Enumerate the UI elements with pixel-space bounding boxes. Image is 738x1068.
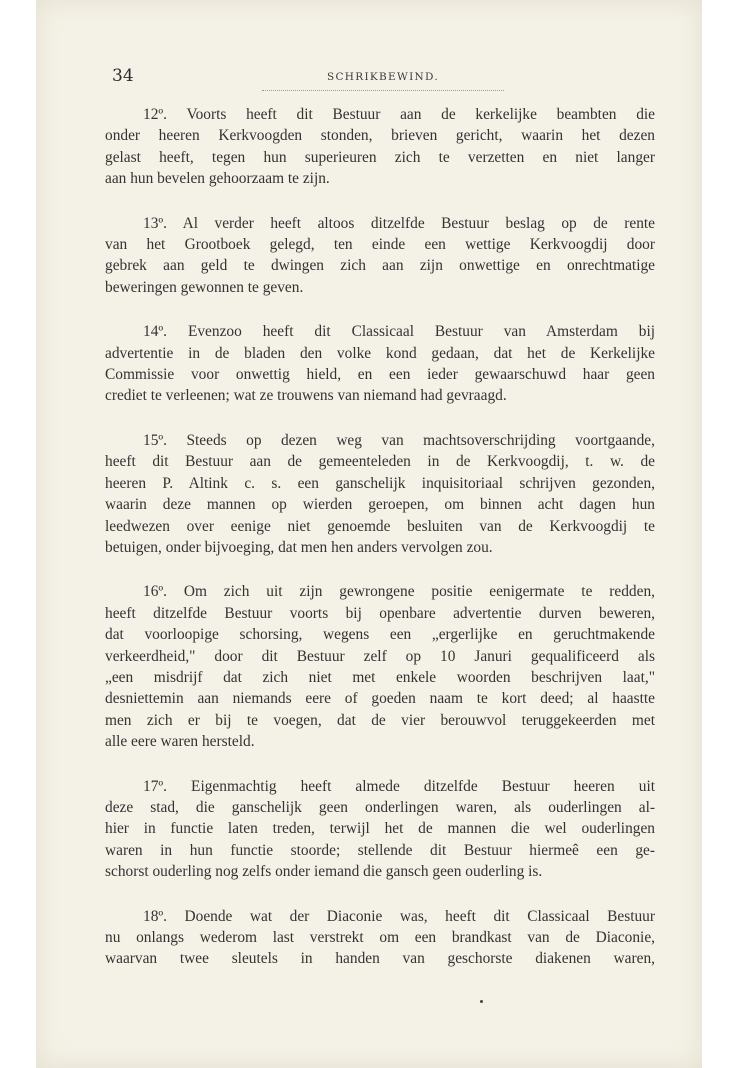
text-line: 12º. Voorts heeft dit Bestuur aan de kerkelijke beambten die (143, 106, 655, 123)
paragraph-15 (105, 430, 655, 558)
text-line: heeft dit Bestuur aan de gemeenteleden in de Kerkvoogdij, t. w. de (105, 453, 655, 471)
paragraph-16 (105, 581, 655, 752)
text-line: van het Grootboek gelegd, ten einde een wettige Kerkvoogdij door (105, 236, 655, 254)
text-line: leedwezen over eenige niet genoemde besluiten van de Kerkvoogdij te (105, 517, 655, 535)
text-line: hier in functie laten treden, terwijl het de mannen die wel ouderlingen (105, 820, 655, 838)
page-header (112, 66, 654, 92)
header-rule (262, 90, 504, 91)
paragraph-17 (105, 776, 655, 883)
page-number: 34 (112, 66, 134, 86)
text-line: Commissie voor onwettig hield, en een ieder gewaarschuwd haar geen (105, 366, 655, 384)
paragraph-13 (105, 213, 655, 299)
text-line: „een misdrijf dat zich niet met enkele woorden beschrijven laat," (105, 668, 655, 686)
text-line: gelast heeft, tegen hun superieuren zich te verzetten en niet langer (105, 148, 655, 166)
text-line: aan hun bevelen gehoorzaam te zijn. (105, 170, 330, 188)
text-line: alle eere waren hersteld. (105, 733, 255, 751)
text-line: beweringen gewonnen te geven. (105, 278, 304, 296)
text-line: heeren P. Altink c. s. een ganschelijk inquisitoriaal schrijven gezonden, (105, 474, 655, 492)
text-line: 18º. Doende wat der Diaconie was, heeft dit Classicaal Bestuur (143, 907, 655, 925)
text-line: men zich er bij te voegen, dat de vier berouwvol teruggekeerden met (105, 711, 655, 729)
text-line: 15º. Steeds op dezen weg van machtsoverschrijding voortgaande, (143, 431, 655, 449)
text-line: 14º. Evenzoo heeft dit Classicaal Bestuur van Amsterdam bij (143, 323, 655, 341)
text-line: deze stad, die ganschelijk geen onderlingen waren, als ouderlingen al- (105, 798, 655, 816)
text-line: heeft ditzelfde Bestuur voorts bij openbare advertentie durven beweren, (105, 604, 655, 622)
text-line: nu onlangs wederom last verstrekt om een brandkast van de Diaconie, (105, 929, 655, 946)
print-speck (480, 1000, 483, 1003)
text-line: 17º. Eigenmachtig heeft almede ditzelfde Bestuur heeren uit (143, 777, 655, 795)
text-line: waren in hun functie stoorde; stellende dit Bestuur hiermeê een ge- (105, 841, 655, 859)
text-line: betuigen, onder bijvoeging, dat men hen anders vervolgen zou. (105, 538, 493, 556)
paragraph-18 (105, 906, 655, 970)
text-line: onder heeren Kerkvoogden stonden, brieven gericht, waarin het dezen (105, 127, 655, 145)
text-line: desniettemin aan niemands eere of goeden naam te kort deed; al haastte (105, 690, 655, 708)
text-line: waarvan twee sleutels in handen van geschorste diakenen waren, (105, 950, 655, 968)
body-text (105, 104, 655, 993)
text-line: verkeerdheid," door dit Bestuur zelf op 10 Januri gequalificeerd als (105, 647, 655, 665)
text-line: 16º. Om zich uit zijn gewrongene positie eenigermate te redden, (143, 583, 655, 601)
text-line: 13º. Al verder heeft altoos ditzelfde Bestuur beslag op de rente (143, 214, 655, 232)
running-head: SCHRIKBEWIND. (326, 71, 440, 83)
paragraph-14 (105, 321, 655, 407)
text-line: schorst ouderling nog zelfs onder iemand die gansch geen ouderling is. (105, 863, 543, 881)
text-line: gebrek aan geld te dwingen zich aan zijn onwettige en onrechtmatige (105, 257, 655, 275)
text-line: dat voorloopige schorsing, wegens een „ergerlijke en geruchtmakende (105, 626, 655, 644)
text-line: advertentie in de bladen den volke kond gedaan, dat het de Kerkelijke (105, 344, 655, 362)
paragraph-12 (105, 104, 655, 190)
text-line: waarin deze mannen op wierden geroepen, om binnen acht dagen hun (105, 496, 655, 514)
text-line: crediet te verleenen; wat ze trouwens van niemand had gevraagd. (105, 387, 507, 405)
